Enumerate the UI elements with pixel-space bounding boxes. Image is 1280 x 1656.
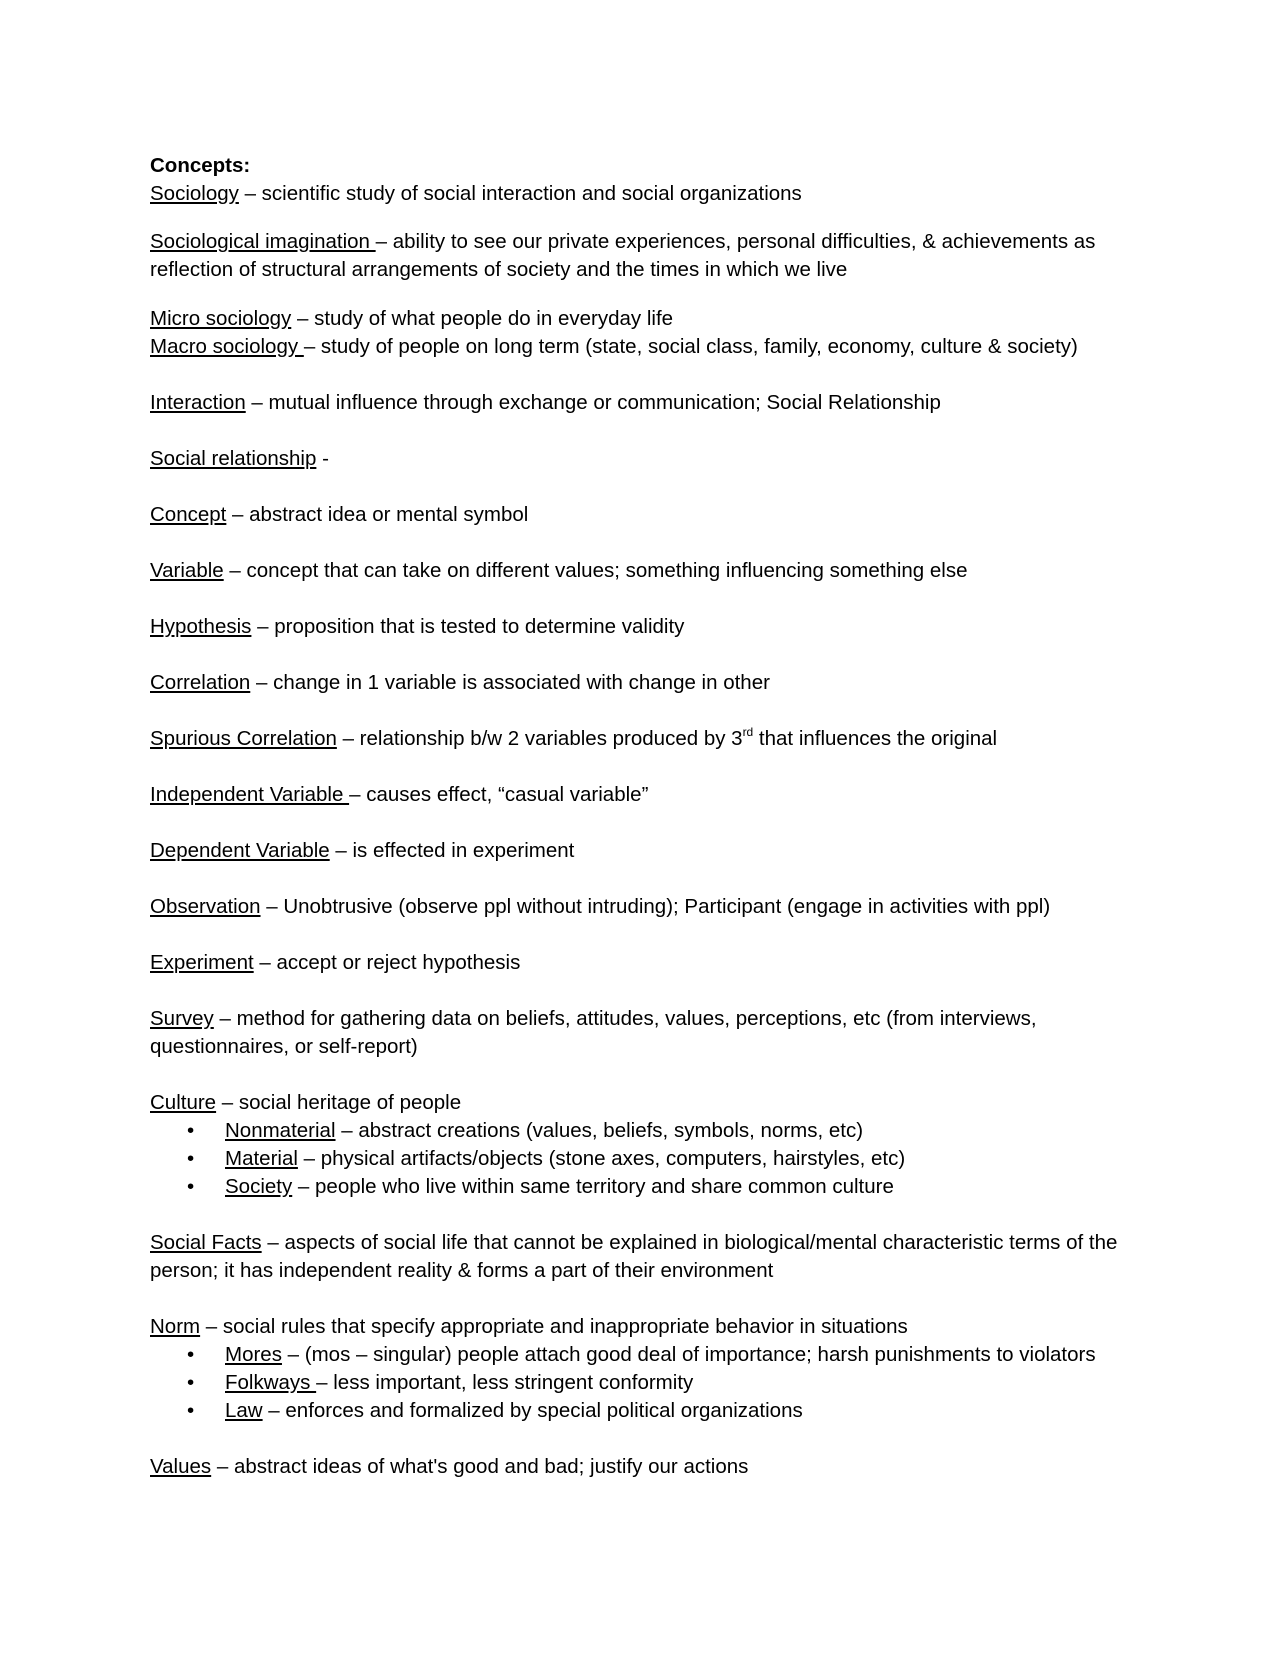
bullet-icon: • — [187, 1175, 195, 1198]
bullet-icon: • — [187, 1119, 195, 1142]
entry-observation — [150, 893, 1125, 921]
definition: – abstract idea or mental symbol — [226, 503, 529, 526]
term: Social relationship — [150, 447, 317, 470]
definition: – causes effect, “casual variable” — [349, 783, 649, 806]
entry-experiment — [150, 949, 1125, 977]
term: Sociological imagination — [150, 230, 376, 253]
bullet-icon: • — [187, 1399, 195, 1422]
definition: – ability to see our private experiences, personal difficulties, & achievements as reflection of structural arrangements of society and the times in which we live — [150, 230, 1096, 281]
term: Hypothesis — [150, 615, 252, 638]
norm-sublist — [150, 1341, 1125, 1425]
entry-sociological-imagination — [150, 228, 1125, 284]
list-item — [150, 1397, 1125, 1425]
definition: – abstract ideas of what's good and bad; justify our actions — [211, 1455, 749, 1478]
definition: - — [316, 447, 329, 470]
concepts-heading: Concepts: — [150, 154, 251, 177]
definition: – less important, less stringent conformity — [316, 1371, 694, 1394]
definition: – enforces and formalized by special political organizations — [262, 1399, 803, 1422]
definition: – accept or reject hypothesis — [253, 951, 521, 974]
definition: – abstract creations (values, beliefs, symbols, norms, etc) — [335, 1119, 864, 1142]
term: Spurious Correlation — [150, 727, 337, 750]
term: Correlation — [150, 671, 251, 694]
entry-variable — [150, 557, 1125, 585]
definition: – concept that can take on different values; something influencing something else — [223, 559, 968, 582]
definition: – physical artifacts/objects (stone axes, computers, hairstyles, etc) — [297, 1147, 906, 1170]
bullet-icon: • — [187, 1343, 195, 1366]
entry-macro-sociology — [150, 333, 1125, 361]
term: Concept — [150, 503, 227, 526]
definition: – social rules that specify appropriate and inappropriate behavior in situations — [200, 1315, 908, 1338]
term: Survey — [150, 1007, 214, 1030]
entry-interaction — [150, 389, 1125, 417]
term: Independent Variable — [150, 783, 350, 806]
list-item — [150, 1341, 1125, 1369]
list-item — [150, 1145, 1125, 1173]
term: Culture — [150, 1091, 217, 1114]
term: Sociology — [150, 182, 239, 205]
term: Mores — [225, 1343, 282, 1366]
definition: – aspects of social life that cannot be explained in biological/mental characteristic terms of the person; it has independent reality & forms a part of their environment — [150, 1231, 1118, 1282]
entry-culture — [150, 1089, 1125, 1201]
culture-sublist — [150, 1117, 1125, 1201]
list-item — [150, 1117, 1125, 1145]
term: Society — [225, 1175, 293, 1198]
definition: – scientific study of social interaction and social organizations — [238, 182, 802, 205]
term: Macro sociology — [150, 335, 304, 358]
term: Interaction — [150, 391, 246, 414]
definition: – social heritage of people — [216, 1091, 462, 1114]
entry-survey — [150, 1005, 1125, 1061]
entry-concept — [150, 501, 1125, 529]
term: Experiment — [150, 951, 254, 974]
term: Social Facts — [150, 1231, 262, 1254]
term: Observation — [150, 895, 261, 918]
list-item — [150, 1173, 1125, 1201]
definition: – study of what people do in everyday life — [291, 307, 674, 330]
ordinal-suffix: rd — [742, 725, 754, 739]
entry-correlation — [150, 669, 1125, 697]
term: Material — [225, 1147, 298, 1170]
definition: – mutual influence through exchange or communication; Social Relationship — [245, 391, 941, 414]
definition: – is effected in experiment — [329, 839, 575, 862]
entry-spurious-correlation — [150, 725, 1125, 753]
definition: – proposition that is tested to determine validity — [251, 615, 685, 638]
bullet-icon: • — [187, 1147, 195, 1170]
term: Variable — [150, 559, 224, 582]
entry-sociology — [150, 180, 1125, 208]
entry-independent-variable — [150, 781, 1125, 809]
term: Folkways — [225, 1371, 317, 1394]
term: Dependent Variable — [150, 839, 330, 862]
term: Micro sociology — [150, 307, 292, 330]
list-item — [150, 1369, 1125, 1397]
definition: – relationship b/w 2 variables produced by 3 — [336, 727, 743, 750]
entry-norm — [150, 1313, 1125, 1425]
definition-continued: that influences the original — [753, 727, 998, 750]
definition: – method for gathering data on beliefs, attitudes, values, perceptions, etc (from interviews, questionnaires, or self-report) — [150, 1007, 1037, 1058]
entry-social-facts — [150, 1229, 1125, 1285]
definition: – change in 1 variable is associated with change in other — [250, 671, 770, 694]
entry-micro-sociology — [150, 305, 1125, 333]
term: Nonmaterial — [225, 1119, 336, 1142]
term: Law — [225, 1399, 263, 1422]
entry-social-relationship — [150, 445, 1125, 473]
entry-dependent-variable — [150, 837, 1125, 865]
definition: – Unobtrusive (observe ppl without intruding); Participant (engage in activities with ppl) — [260, 895, 1051, 918]
entry-hypothesis — [150, 613, 1125, 641]
definition: – people who live within same territory and share common culture — [292, 1175, 894, 1198]
term: Values — [150, 1455, 212, 1478]
bullet-icon: • — [187, 1371, 195, 1394]
term: Norm — [150, 1315, 201, 1338]
entry-values — [150, 1453, 1125, 1481]
definition: – study of people on long term (state, social class, family, economy, culture & society) — [303, 335, 1078, 358]
definition: – (mos – singular) people attach good deal of importance; harsh punishments to violators — [281, 1343, 1096, 1366]
